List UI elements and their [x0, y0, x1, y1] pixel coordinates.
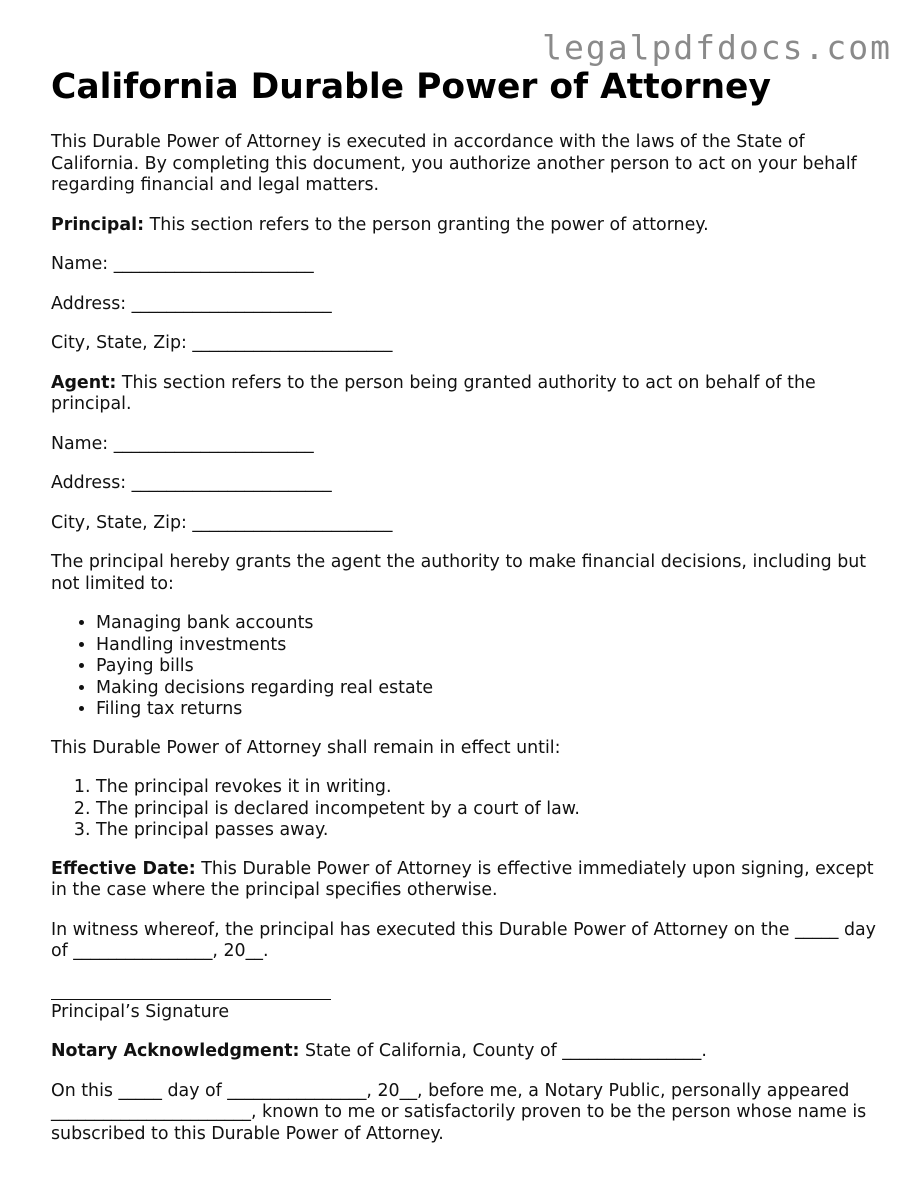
notary-county-text[interactable]: State of California, County of ________________.	[299, 1041, 707, 1061]
list-item: • Managing bank accounts	[96, 613, 881, 635]
list-item: • Filing tax returns	[96, 699, 881, 721]
notary-body[interactable]: On this _____ day of ________________, 20__, before me, a Notary Public, personally appeared _______________________, known to me or satisfactorily proven to be the person whose name is subscribed to this Durable Power of Attorney.	[51, 1080, 867, 1144]
list-item: • Making decisions regarding real estate	[96, 678, 881, 700]
principal-section	[51, 215, 881, 237]
agent-name-field[interactable]: Name: _______________________	[51, 433, 314, 454]
agent-description: This section refers to the person being granted authority to act on behalf of the principal.	[51, 372, 816, 414]
agent-city-field[interactable]: City, State, Zip: _______________________	[51, 512, 393, 533]
notary-heading: Notary Acknowledgment:	[51, 1041, 300, 1061]
principal-name-field[interactable]: Name: _______________________	[51, 254, 314, 274]
agent-address-field[interactable]: Address: _______________________	[51, 473, 332, 493]
notary-section	[51, 1041, 881, 1063]
watermark-text: legalpdfdocs.com	[542, 28, 892, 67]
principal-city-field[interactable]: City, State, Zip: _______________________	[51, 333, 393, 353]
powers-list	[51, 613, 881, 721]
document-title: California Durable Power of Attorney	[51, 67, 771, 107]
termination-list	[51, 777, 881, 842]
duration-paragraph: This Durable Power of Attorney shall remain in effect until:	[51, 737, 561, 758]
document-page	[51, 64, 881, 1163]
list-item: • Paying bills	[96, 656, 881, 678]
list-item: 2. The principal is declared incompetent by a court of law.	[96, 799, 881, 821]
grant-paragraph: The principal hereby grants the agent the authority to make financial decisions, including but not limited to:	[51, 552, 867, 594]
intro-paragraph: This Durable Power of Attorney is executed in accordance with the laws of the State of California. By completing this document, you authorize another person to act on your behalf regarding financial and legal matters.	[51, 132, 857, 195]
principal-heading: Principal:	[51, 214, 145, 235]
principal-address-field[interactable]: Address: _______________________	[51, 293, 332, 314]
principal-description: This section refers to the person granting the power of attorney.	[144, 214, 709, 235]
list-item: 1. The principal revokes it in writing.	[96, 777, 881, 799]
list-item: 3. The principal passes away.	[96, 820, 881, 842]
signature-label: Principal’s Signature	[51, 1001, 230, 1022]
effective-date-section	[51, 859, 881, 902]
signature-line[interactable]	[51, 977, 331, 1000]
effective-date-text: This Durable Power of Attorney is effective immediately upon signing, except in the case where the principal specifies otherwise.	[51, 858, 874, 900]
witness-paragraph[interactable]: In witness whereof, the principal has executed this Durable Power of Attorney on the _____ day of ________________, 20__.	[51, 919, 876, 961]
agent-heading: Agent:	[51, 372, 117, 393]
effective-date-heading: Effective Date:	[51, 858, 196, 879]
list-item: • Handling investments	[96, 635, 881, 657]
agent-section	[51, 373, 881, 416]
